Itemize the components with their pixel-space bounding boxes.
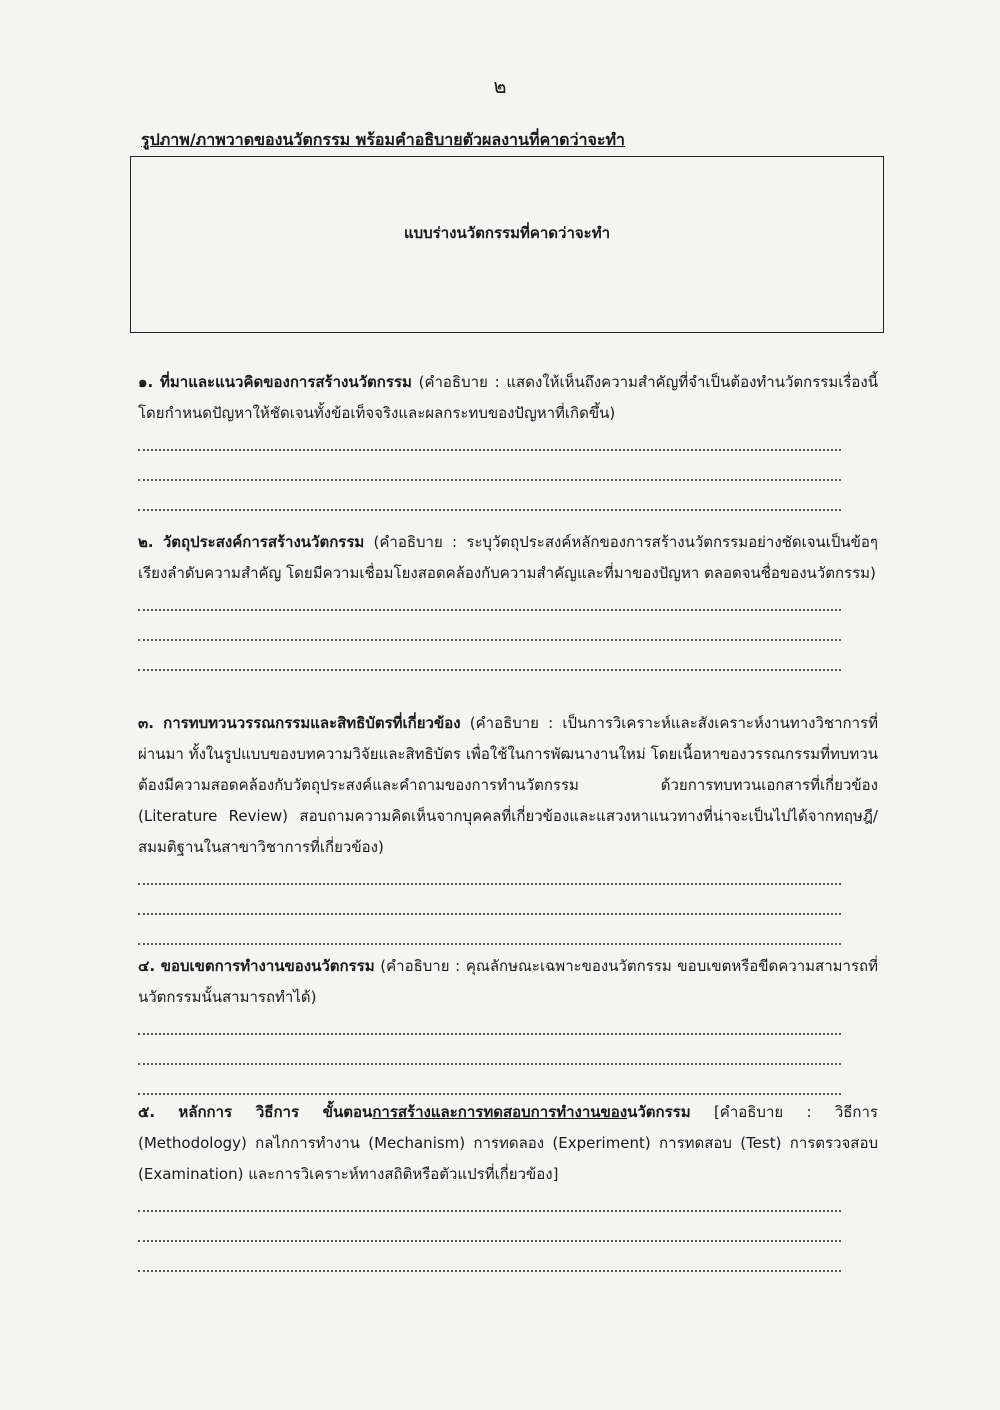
section-4-number: ๔.: [138, 957, 156, 975]
answer-line[interactable]: [138, 451, 841, 481]
answer-line[interactable]: [138, 1015, 841, 1035]
section-1: [138, 367, 878, 511]
section-4: [138, 951, 878, 1095]
section-5-title-part-3: นวัตกรรม: [627, 1103, 691, 1121]
section-1-text: [138, 367, 878, 429]
answer-line[interactable]: [138, 1065, 841, 1095]
section-2-answer-lines: [138, 591, 878, 671]
section-5-title-part-1: หลักการ วิธีการ ขั้นตอน: [178, 1103, 373, 1121]
section-3: [138, 708, 878, 945]
section-1-title: ที่มาและแนวคิดของการสร้างนวัตกรรม: [160, 373, 412, 391]
section-5: [138, 1097, 878, 1272]
section-5-number: ๕.: [138, 1103, 156, 1121]
answer-line[interactable]: [138, 865, 841, 885]
answer-line[interactable]: [138, 885, 841, 915]
section-3-text: [138, 708, 878, 863]
answer-line[interactable]: [138, 1192, 841, 1212]
section-5-text: [138, 1097, 878, 1190]
section-2-title: วัตถุประสงค์การสร้างนวัตกรรม: [162, 533, 365, 551]
answer-line[interactable]: [138, 641, 841, 671]
section-3-title: การทบทวนวรรณกรรมและสิทธิบัตรที่เกี่ยวข้อง: [163, 714, 461, 732]
answer-line[interactable]: [138, 1035, 841, 1065]
section-4-answer-lines: [138, 1015, 878, 1095]
section-5-title-part-2: การสร้างและการทดสอบการทำงานของ: [372, 1103, 628, 1121]
answer-line[interactable]: [138, 915, 841, 945]
section-2: [138, 527, 878, 671]
section-2-text: [138, 527, 878, 589]
section-1-description: (คำอธิบาย : แสดงให้เห็นถึงความสำคัญที่จำเป็นต้องทำนวัตกรรมเรื่องนี้ โดยกำหนดปัญหาให้ชัดเจนทั้งข้อเท็จจริงและผลกระทบของปัญหาที่เกิดขึ้น): [138, 373, 878, 422]
section-4-title: ขอบเขตการทำงานของนวัตกรรม: [160, 957, 375, 975]
answer-line[interactable]: [138, 591, 841, 611]
sketch-heading: รูปภาพ/ภาพวาดของนวัตกรรม พร้อมคำอธิบายตัวผลงานที่คาดว่าจะทำ: [141, 130, 626, 149]
section-1-answer-lines: [138, 431, 878, 511]
section-3-answer-lines: [138, 865, 878, 945]
section-4-text: [138, 951, 878, 1013]
page-number: ๒: [493, 74, 507, 98]
sketch-box: [130, 156, 884, 333]
answer-line[interactable]: [138, 431, 841, 451]
section-1-number: ๑.: [138, 373, 154, 391]
answer-line[interactable]: [138, 1242, 841, 1272]
section-3-number: ๓.: [138, 714, 154, 732]
answer-line[interactable]: [138, 611, 841, 641]
section-5-description: [คำอธิบาย : วิธีการ (Methodology) กลไกการทำงาน (Mechanism) การทดลอง (Experiment) การทดสอบ (Test) การตรวจสอบ (Examination) และการวิเคราะห์ทางสถิติหรือตัวแปรที่เกี่ยวข้อง]: [138, 1103, 878, 1183]
section-2-number: ๒.: [138, 533, 154, 551]
section-3-description: (คำอธิบาย : เป็นการวิเคราะห์และสังเคราะห์งานทางวิชาการที่ผ่านมา ทั้งในรูปแบบของบทความวิจัยและสิทธิบัตร เพื่อใช้ในการพัฒนางานใหม่ โดยเนื้อหาของวรรณกรรมที่ทบทวนต้องมีความสอดคล้องกับวัตถุประสงค์และคำถามของการทำนวัตกรรม ด้วยการทบทวนเอกสารที่เกี่ยวข้อง (Literature Review) สอบถามความคิดเห็นจากบุคคลที่เกี่ยวข้องและแสวงหาแนวทางที่น่าจะเป็นไปได้จากทฤษฎี/สมมติฐานในสาขาวิชาการที่เกี่ยวข้อง): [138, 714, 878, 856]
answer-line[interactable]: [138, 481, 841, 511]
section-4-description: (คำอธิบาย : คุณลักษณะเฉพาะของนวัตกรรม ขอบเขตหรือขีดความสามารถที่นวัตกรรมนั้นสามารถทำได้): [138, 957, 878, 1006]
answer-line[interactable]: [138, 1212, 841, 1242]
section-2-description: (คำอธิบาย : ระบุวัตถุประสงค์หลักของการสร้างนวัตกรรมอย่างชัดเจนเป็นข้อๆ เรียงลำดับความสำคัญ โดยมีความเชื่อมโยงสอดคล้องกับความสำคัญและที่มาของปัญหา ตลอดจนชื่อของนวัตกรรม): [138, 533, 878, 582]
sketch-box-label: แบบร่างนวัตกรรมที่คาดว่าจะทำ: [403, 224, 611, 242]
section-5-answer-lines: [138, 1192, 878, 1272]
